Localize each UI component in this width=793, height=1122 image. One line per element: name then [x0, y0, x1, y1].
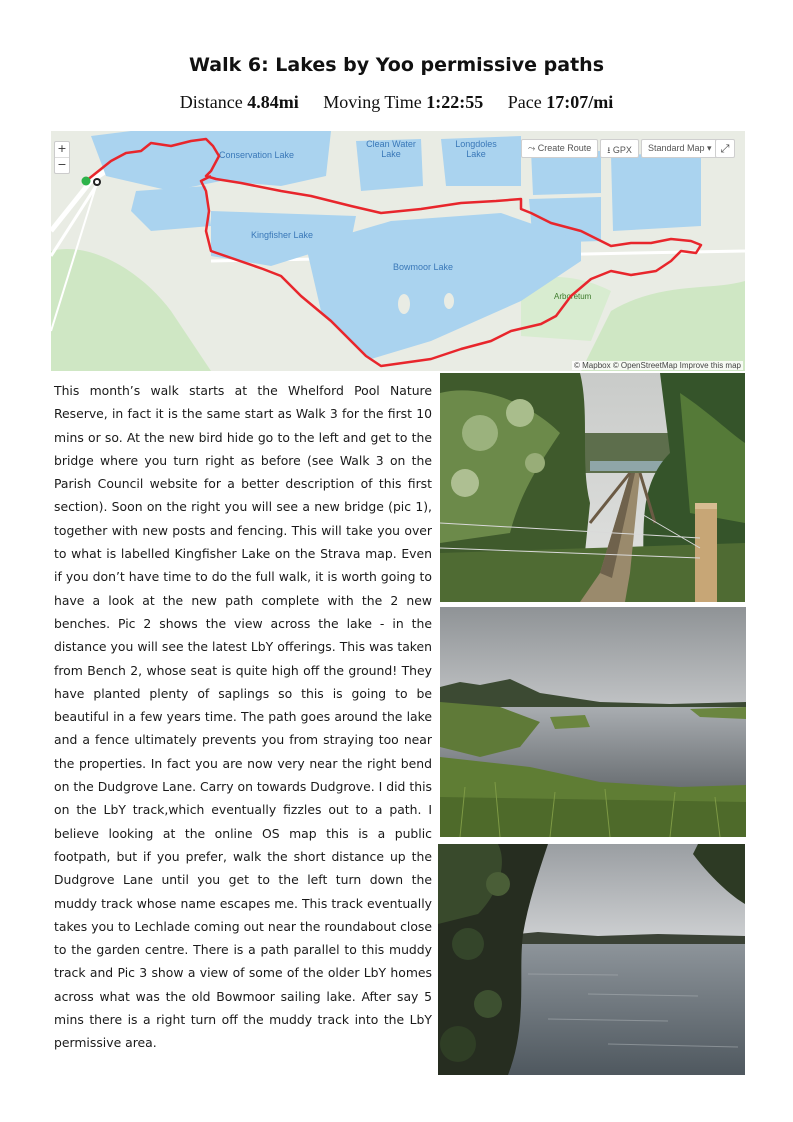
lake-island [444, 293, 454, 309]
moving-time-stat [323, 92, 483, 112]
map-style-select[interactable] [641, 139, 719, 158]
conservation-lake-label: Conservation Lake [219, 150, 295, 160]
map-attribution[interactable]: © Mapbox © OpenStreetMap Improve this map [574, 361, 741, 370]
lake-island [398, 294, 410, 314]
zoom-out-button[interactable]: − [55, 157, 69, 173]
moving-time-value: 1:22:55 [426, 92, 484, 112]
route-icon: ⤳ [528, 143, 536, 153]
distance-value: 4.84mi [247, 92, 299, 112]
map-toolbar [521, 139, 719, 157]
map-style-label: Standard Map [647, 143, 705, 153]
zoom-in-button[interactable]: + [57, 142, 67, 155]
distance-label: Distance [179, 92, 243, 112]
caret-down-icon: ▾ [707, 143, 712, 153]
walk-description: This month’s walk starts at the Whelford Pool Nature Reserve, in fact it is the same start as Walk 3 for the first 10 mins or so. At the new bird hide go to the left and get to the bridge where you turn right as before (see Walk 3 on the Parish Council website for a better description of this first section). Soon on the right you will see a new bridge (pic 1), together with new posts and fencing. This will take you over to what is labelled Kingfisher Lake on the Strava map. Even if you don’t have time to do the full walk, it is worth going to have a look at the new path complete with the 2 new benches. Pic 2 shows the view across the lake - in the distance you will see the latest LbY offerings. This was taken from Bench 2, whose seat is quite high off the ground! They have planted plenty of saplings so this is going to be beautiful in a few years time. The path goes around the lake and a fence ultimately prevents you from straying too near the properties. In fact you are now very near the right bend on the Dudgrove Lane. Carry on towards Dudgrove. I did this on the LbY track,which eventually fizzles out to a path. I believe looking at the online OS map this is a public footpath, but if you prefer, walk the short distance up the Dudgrove Lane until you get to the left turn down the muddy track whose name escapes me. This track eventually takes you to Lechlade coming out near the roundabout close to the garden centre. There is a path parallel to this muddy track and Pic 3 show a view of some of the older LbY homes across what was the old Bowmoor sailing lake. After say 5 mins there is a right turn off the muddy track into the LbY permissive area. [54, 383, 432, 1051]
create-route-button[interactable] [521, 139, 598, 158]
pace-stat [508, 92, 613, 112]
route-map[interactable] [51, 131, 745, 371]
pace-label: Pace [507, 92, 542, 112]
clean-water-lake-label: Clean Water [366, 139, 416, 149]
pace-value: 17:07/mi [546, 92, 614, 112]
download-icon: ⭳ [607, 145, 611, 155]
longdoles-lake-label: Longdoles [455, 139, 497, 149]
finish-flag-center [95, 180, 99, 184]
moving-time-label: Moving Time [323, 92, 422, 112]
gpx-button[interactable] [600, 139, 639, 158]
bowmoor-lake-label: Bowmoor Lake [393, 262, 454, 272]
page-title: Walk 6: Lakes by Yoo permissive paths [188, 54, 605, 76]
arboretum-label: Arboretum [554, 292, 592, 301]
photo-bridge [440, 373, 745, 602]
photo-sailing-lake [438, 844, 745, 1075]
create-route-label: Create Route [537, 143, 592, 153]
longdoles-lake-label-2: Lake [466, 149, 486, 159]
kingfisher-lake-label: Kingfisher Lake [251, 230, 314, 240]
clean-water-lake-label-2: Lake [381, 149, 401, 159]
gpx-label: GPX [612, 145, 632, 155]
map-canvas [51, 131, 745, 371]
distance-stat [180, 92, 299, 112]
lake-shape [611, 151, 701, 231]
zoom-control [54, 141, 70, 174]
walk-stats [0, 92, 793, 113]
fullscreen-icon[interactable]: ⤢ [715, 139, 735, 158]
photo-lake-view [440, 607, 746, 837]
start-marker-icon [82, 177, 91, 186]
